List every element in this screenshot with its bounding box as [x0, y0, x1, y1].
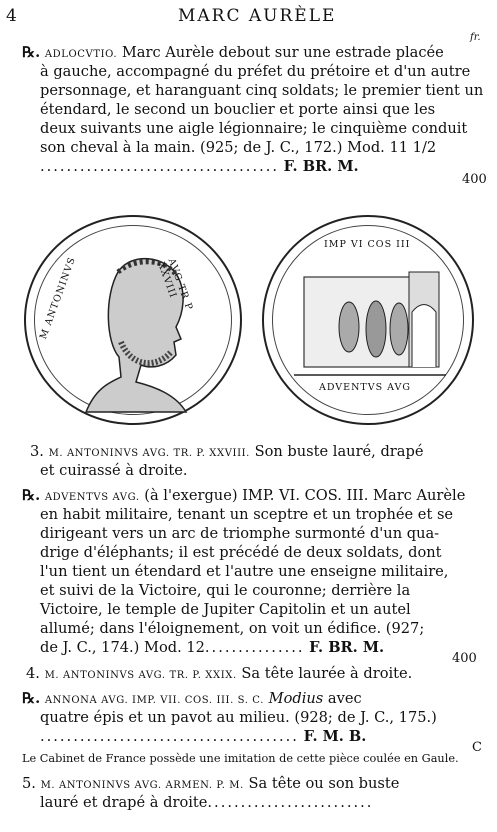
entry-3r-line-9 — [40, 639, 460, 657]
entry-1-line-3: personnage, et haranguant cinq soldats; le premier tient un — [40, 82, 484, 99]
entry-1-line-2: à gauche, accompagné du préfet du prétoire et d'un autre — [40, 63, 471, 80]
reverse-symbol: ℞. — [22, 690, 41, 707]
obverse-legend-left: M ANTONINVS — [38, 255, 79, 341]
description-text: (à l'exergue) IMP. VI. COS. III. Marc Aurèle — [144, 487, 466, 504]
margin-note: fr. — [470, 32, 481, 43]
italic-term: Modius — [268, 690, 324, 707]
entry-3r-line-4: drige d'éléphants; il est précédé de deux soldats, dont — [40, 544, 442, 561]
entry-number: 4. — [26, 665, 40, 682]
obverse-legend: M. ANTONINVS AVG. TR. P. XXVIII. — [48, 448, 250, 459]
description-text: avec — [327, 690, 362, 707]
reverse-symbol: ℞. — [22, 44, 41, 61]
entry-4r-line-3 — [40, 728, 460, 746]
leader-dots: ....................................... — [40, 728, 299, 745]
grade-label: F. BR. M. — [309, 639, 385, 656]
footnote: Le Cabinet de France possède une imitation de cette pièce coulée en Gaule. — [22, 752, 459, 765]
entry-1-line-4: étendard, le second un bouclier et porte ainsi que les — [40, 101, 436, 118]
reverse-symbol: ℞. — [22, 487, 41, 504]
emperor-bust-illustration — [26, 217, 244, 427]
entry-5-line-2 — [40, 794, 460, 812]
leader-dots: ............... — [204, 639, 305, 656]
description-text: lauré et drapé à droite — [40, 794, 208, 811]
leader-dots: .................................... — [40, 158, 280, 175]
entry-3r-line-5: l'un tient un étendard et l'autre une enseigne militaire, — [40, 563, 449, 580]
entry-1-line-1 — [22, 44, 442, 64]
entry-3r-line-1 — [22, 487, 466, 507]
entry-3r-line-2: en habit militaire, tenant un sceptre et un trophée et se — [40, 506, 454, 523]
page-number: 4 — [6, 6, 17, 26]
entry-1-line-6: son cheval à la main. (925; de J. C., 172.) Mod. 11 1/2 — [40, 139, 437, 156]
entry-number: 3. — [30, 443, 44, 460]
price: 400 — [452, 651, 477, 666]
obverse-legend-right: AVG TR P XXVIII — [155, 257, 195, 313]
entry-4r-line-1 — [22, 690, 442, 710]
reverse-legend-top: IMP VI COS III — [324, 239, 411, 250]
obverse-coin-image — [24, 215, 242, 425]
reverse-legend: ANNONA AVG. IMP. VII. COS. III. S. C. — [44, 695, 264, 706]
price: 400 — [462, 172, 487, 187]
entry-4r-line-2: quatre épis et un pavot au milieu. (928; de J. C., 175.) — [40, 709, 437, 726]
reverse-coin-image — [262, 215, 474, 425]
reverse-exergue: ADVENTVS AVG — [319, 382, 411, 393]
leader-dots: ......................... — [207, 794, 374, 811]
entry-1-line-7 — [40, 158, 460, 176]
grade-label: F. M. B. — [303, 728, 367, 745]
entry-3r-line-6: et suivi de la Victoire, qui le couronne; derrière la — [40, 582, 411, 599]
entry-3r-line-3: dirigeant vers un arc de triomphe surmonté d'un qua- — [40, 525, 440, 542]
entry-3-line-1 — [30, 443, 450, 463]
reverse-legend: ADVENTVS AVG. — [44, 492, 140, 503]
description-text: Son buste lauré, drapé — [254, 443, 424, 460]
reverse-legend: ADLOCVTIO. — [44, 49, 118, 60]
grade-label: F. BR. M. — [283, 158, 359, 175]
entry-3-line-2: et cuirassé à droite. — [40, 462, 188, 479]
entry-3r-line-8: allumé; dans l'éloignement, on voit un édifice. (927; — [40, 620, 425, 637]
entry-4-line-1 — [26, 665, 446, 685]
page-title: MARC AURÈLE — [178, 6, 337, 26]
entry-5-line-1 — [22, 775, 442, 795]
description-text: Marc Aurèle debout sur une estrade placée — [121, 44, 444, 61]
entry-number: 5. — [22, 775, 36, 792]
description-text: Sa tête laurée à droite. — [241, 665, 413, 682]
price: C — [472, 740, 482, 755]
obverse-legend: M. ANTONINVS AVG. TR. P. XXIX. — [44, 670, 237, 681]
entry-1-line-5: deux suivants une aigle légionnaire; le cinquième conduit — [40, 120, 468, 137]
description-text: Sa tête ou son buste — [248, 775, 400, 792]
obverse-legend: M. ANTONINVS AVG. ARMEN. P. M. — [40, 780, 244, 791]
entry-3r-line-7: Victoire, le temple de Jupiter Capitolin et un autel — [40, 601, 411, 618]
description-text: de J. C., 174.) Mod. 12 — [40, 639, 205, 656]
